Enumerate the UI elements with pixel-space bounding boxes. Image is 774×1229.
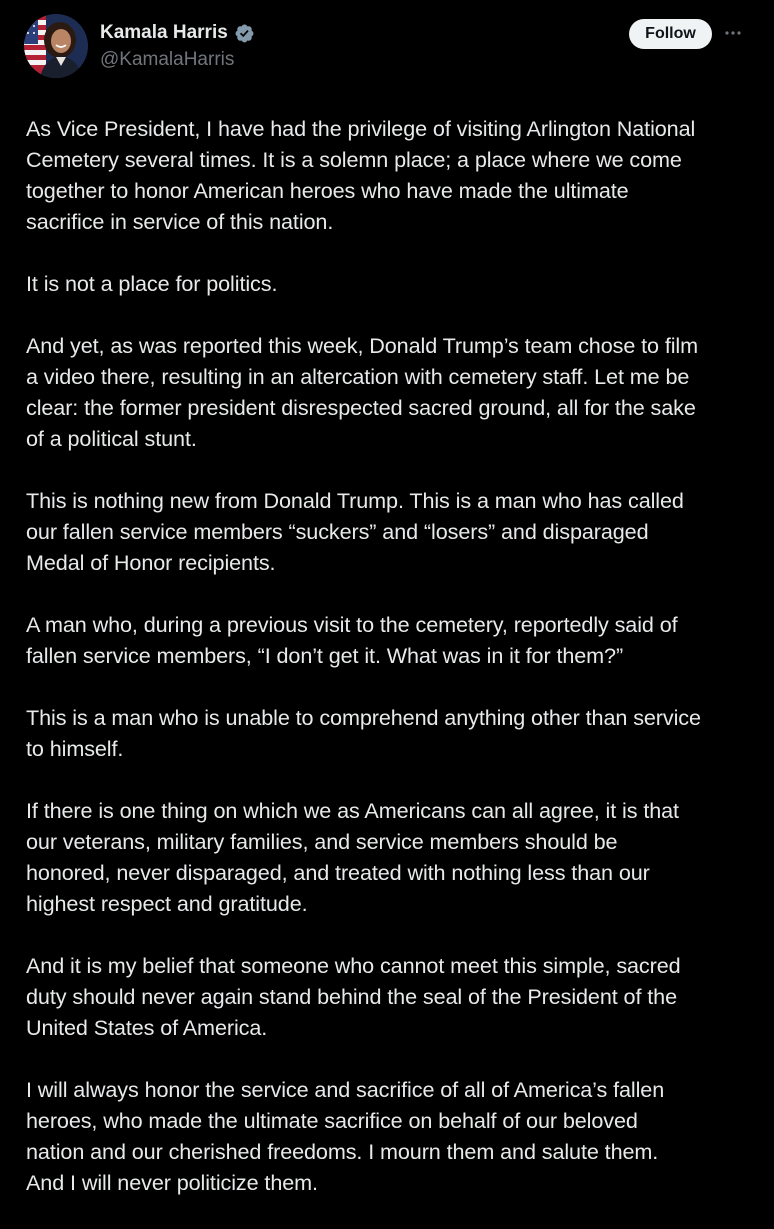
text-line: And yet, as was reported this week, Donald Trump’s team chose to film	[26, 333, 699, 358]
text-line: And it is my belief that someone who cannot meet this simple, sacred	[26, 953, 681, 978]
text-line: a video there, resulting in an altercation with cemetery staff. Let me be	[26, 364, 690, 389]
text-line: It is not a place for politics.	[26, 271, 278, 296]
text-line: heroes, who made the ultimate sacrifice on behalf of our beloved	[26, 1108, 638, 1133]
text-line: honored, never disparaged, and treated with nothing less than our	[26, 860, 650, 885]
avatar[interactable]	[24, 14, 88, 78]
tweet-paragraph	[26, 268, 756, 299]
text-line: This is nothing new from Donald Trump. This is a man who has called	[26, 488, 684, 513]
text-line: highest respect and gratitude.	[26, 891, 308, 916]
text-line: Cemetery several times. It is a solemn place; a place where we come	[26, 147, 682, 172]
tweet-paragraph	[26, 1074, 756, 1198]
author-name-row	[100, 21, 255, 45]
text-line: our fallen service members “suckers” and “losers” and disparaged	[26, 519, 649, 544]
text-line: of a political stunt.	[26, 426, 197, 451]
tweet-paragraph	[26, 702, 756, 764]
tweet-paragraph	[26, 113, 756, 237]
text-line: A man who, during a previous visit to the cemetery, reportedly said of	[26, 612, 678, 637]
text-line: duty should never again stand behind the seal of the President of the	[26, 984, 677, 1009]
tweet-paragraph	[26, 609, 756, 671]
more-options-icon[interactable]	[722, 22, 744, 44]
text-line: I will always honor the service and sacrifice of all of America’s fallen	[26, 1077, 665, 1102]
tweet-header	[0, 0, 774, 90]
text-line: nation and our cherished freedoms. I mourn them and salute them.	[26, 1139, 659, 1164]
tweet-paragraph	[26, 950, 756, 1043]
author-display-name[interactable]: Kamala Harris	[100, 22, 228, 43]
text-line: our veterans, military families, and service members should be	[26, 829, 618, 854]
text-line: sacrifice in service of this nation.	[26, 209, 334, 234]
profile-photo	[24, 14, 88, 78]
text-line: Medal of Honor recipients.	[26, 550, 276, 575]
text-line: fallen service members, “I don’t get it. What was in it for them?”	[26, 643, 624, 668]
follow-button[interactable]: Follow	[629, 19, 712, 49]
text-line: And I will never politicize them.	[26, 1170, 318, 1195]
tweet-text	[26, 113, 756, 1229]
text-line: This is a man who is unable to comprehend anything other than service	[26, 705, 701, 730]
text-line: United States of America.	[26, 1015, 268, 1040]
text-line: clear: the former president disrespected sacred ground, all for the sake	[26, 395, 696, 420]
text-line: If there is one thing on which we as Americans can all agree, it is that	[26, 798, 679, 823]
tweet-paragraph	[26, 795, 756, 919]
tweet-paragraph	[26, 485, 756, 578]
author-handle[interactable]: @KamalaHarris	[100, 49, 235, 70]
text-line: to himself.	[26, 736, 124, 761]
text-line: As Vice President, I have had the privilege of visiting Arlington National	[26, 116, 696, 141]
tweet-paragraph	[26, 330, 756, 454]
verified-badge-icon	[234, 23, 255, 44]
text-line: together to honor American heroes who have made the ultimate	[26, 178, 629, 203]
